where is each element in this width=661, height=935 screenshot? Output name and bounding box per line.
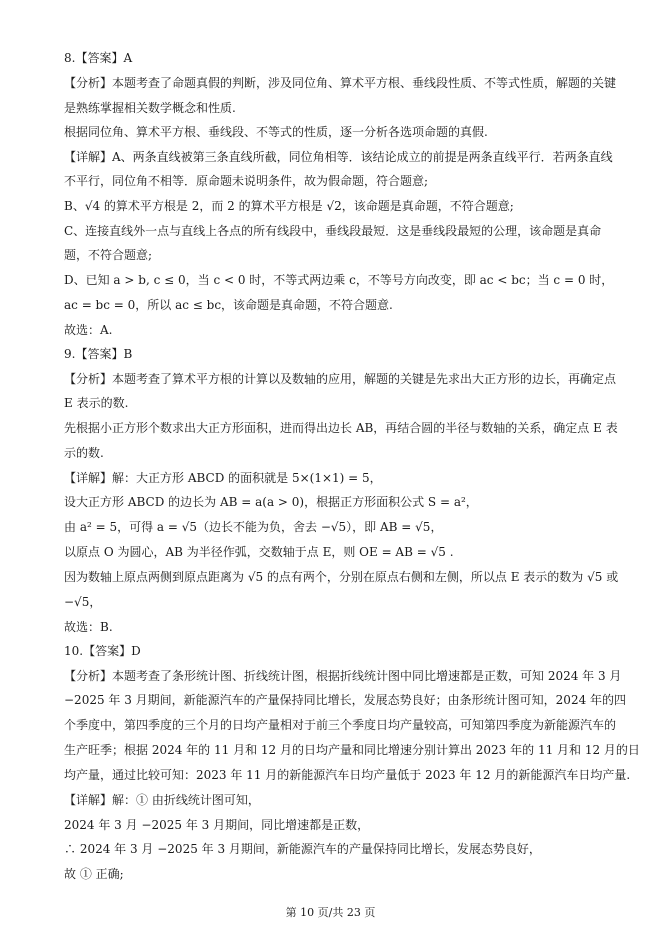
q8-approach: 根据同位角、算术平方根、垂线段、不等式的性质，逐一分析各选项命题的真假. xyxy=(64,125,488,139)
q8-detail-d-cont: ac = bc = 0，所以 ac ≤ bc，该命题是真命题，不符合题意. xyxy=(64,298,393,312)
q9-detail-area: 【详解】解：大正方形 ABCD 的面积就是 5×(1×1) = 5， xyxy=(64,471,382,485)
q9-detail-side: 设大正方形 ABCD 的边长为 AB = a(a > 0)，根据正方形面积公式 S = a²， xyxy=(64,495,478,509)
q10-answer: 10.【答案】D xyxy=(64,644,141,658)
q9-choice: 故选：B. xyxy=(64,620,113,634)
q10-detail: 【详解】解：① 由折线统计图可知， xyxy=(64,793,260,807)
q10-detail-2: 2024 年 3 月 −2025 年 3 月期间，同比增速都是正数， xyxy=(64,818,370,832)
q8-answer: 8.【答案】A xyxy=(64,51,133,65)
q9-detail-neg: −√5， xyxy=(64,595,102,609)
q9-detail-two-points: 因为数轴上原点两侧到原点距离为 √5 的点有两个，分别在原点右侧和左侧，所以点 E 表示的数为 √5 或 xyxy=(64,570,619,584)
q8-detail-c: C、连接直线外一点与直线上各点的所有线段中，垂线段最短．这是垂线段最短的公理，该命题是真命 xyxy=(64,224,602,238)
q9-answer: 9.【答案】B xyxy=(64,347,133,361)
q9-analysis: 【分析】本题考查了算术平方根的计算以及数轴的应用，解题的关键是先求出大正方形的边长，再确定点 xyxy=(64,372,617,386)
q8-detail-b: B、√4 的算术平方根是 2，而 2 的算术平方根是 √2，该命题是真命题，不符合题意; xyxy=(64,199,514,213)
q8-detail-a: 【详解】A、两条直线被第三条直线所截，同位角相等．该结论成立的前提是两条直线平行．若两条直线 xyxy=(64,150,613,164)
page-footer: 第 10 页/共 23 页 xyxy=(285,906,376,919)
q9-detail-arc: 以原点 O 为圆心，AB 为半径作弧，交数轴于点 E，则 OE = AB = √5 . xyxy=(64,545,454,559)
q10-analysis-5: 均产量，通过比较可知：2023 年 11 月的新能源汽车日均产量低于 2023 年 12 月的新能源汽车日均产量. xyxy=(64,768,631,782)
q10-detail-4: 故 ① 正确; xyxy=(64,867,124,881)
q10-detail-3: ∴ 2024 年 3 月 −2025 年 3 月期间，新能源汽车的产量保持同比增长，发展态势良好， xyxy=(64,842,541,856)
q8-choice: 故选：A. xyxy=(64,323,113,337)
q10-analysis-3: 个季度中，第四季度的三个月的日均产量相对于前三个季度日均产量较高，可知第四季度为新能源汽车的 xyxy=(64,718,617,732)
q9-approach: 先根据小正方形个数求出大正方形面积，进而得出边长 AB，再结合圆的半径与数轴的关系，确定点 E 表 xyxy=(64,421,618,435)
q8-analysis: 【分析】本题考查了命题真假的判断，涉及同位角、算术平方根、垂线段性质、不等式性质，解题的关键 xyxy=(64,76,617,90)
q9-approach-cont: 示的数. xyxy=(64,446,104,460)
q10-analysis-4: 生产旺季；根据 2024 年的 11 月和 12 月的日均产量和同比增速分别计算出 2023 年的 11 月和 12 月的日 xyxy=(64,743,640,757)
q9-analysis-cont: E 表示的数. xyxy=(64,396,129,410)
q10-analysis-2: −2025 年 3 月期间，新能源汽车的产量保持同比增长，发展态势良好；由条形统计图可知，2024 年的四 xyxy=(64,693,627,707)
q9-detail-solve: 由 a² = 5，可得 a = √5（边长不能为负，舍去 −√5），即 AB = √5， xyxy=(64,520,443,534)
q8-detail-a-cont: 不平行，同位角不相等．原命题未说明条件，故为假命题，符合题意; xyxy=(64,174,429,188)
q8-detail-c-cont: 题，不符合题意; xyxy=(64,248,153,262)
q8-analysis-cont: 是熟练掌握相关数学概念和性质. xyxy=(64,101,236,115)
q10-analysis: 【分析】本题考查了条形统计图、折线统计图，根据折线统计图中同比增速都是正数，可知 2024 年 3 月 xyxy=(64,669,622,683)
q8-detail-d: D、已知 a > b, c ≤ 0，当 c < 0 时，不等式两边乘 c，不等号方向改变，即 ac < bc；当 c = 0 时， xyxy=(64,273,614,287)
